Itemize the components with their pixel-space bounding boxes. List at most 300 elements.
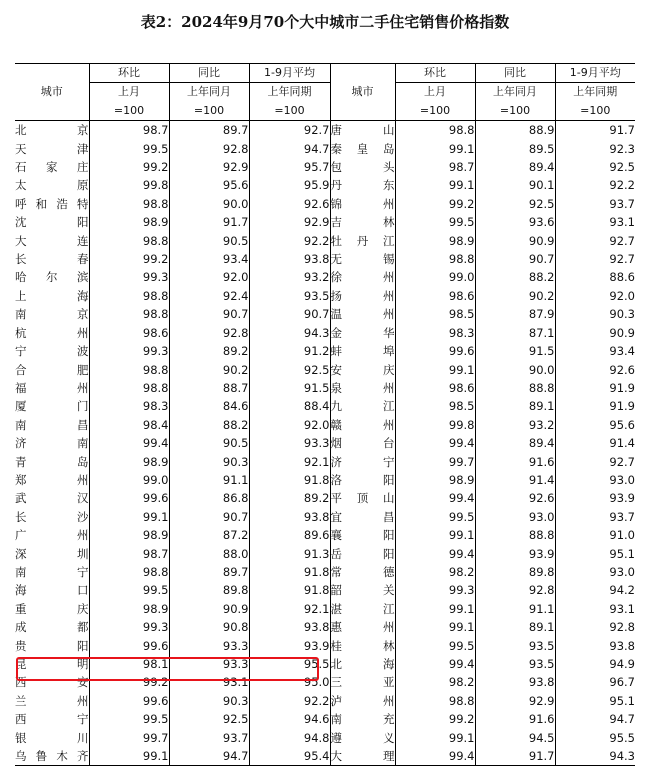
left-yoy-cell: 89.2 — [169, 342, 249, 360]
left-yoy-cell: 84.6 — [169, 397, 249, 415]
table-row — [15, 581, 635, 599]
left-yoy-cell: 88.0 — [169, 545, 249, 563]
right-yoy-cell: 93.8 — [475, 673, 555, 691]
left-mom-cell: 99.8 — [89, 176, 169, 194]
left-avg-cell: 92.6 — [249, 195, 330, 213]
right-city-cell: 徐州 — [330, 268, 395, 286]
left-mom-cell: 99.2 — [89, 158, 169, 176]
right-yoy-cell: 90.9 — [475, 232, 555, 250]
left-mom-cell: 98.8 — [89, 305, 169, 323]
right-yoy-cell: 94.5 — [475, 729, 555, 747]
table-row — [15, 268, 635, 286]
left-avg-cell: 95.0 — [249, 673, 330, 691]
right-avg-cell: 92.7 — [609, 233, 635, 248]
left-avg-cell: 91.2 — [249, 342, 330, 360]
right-yoy-cell: 88.8 — [475, 526, 555, 544]
header-mom-right: 环比 — [395, 64, 475, 83]
table-row — [15, 471, 635, 489]
right-yoy-cell: 88.8 — [475, 379, 555, 397]
right-avg-cell: 93.0 — [609, 564, 635, 579]
left-mom-cell: 98.8 — [89, 287, 169, 305]
right-yoy-cell: 93.5 — [475, 655, 555, 673]
right-avg-cell: 92.6 — [609, 362, 635, 377]
table-row — [15, 121, 635, 140]
right-city-cell: 桂林 — [330, 637, 395, 655]
left-yoy-cell: 90.5 — [169, 434, 249, 452]
left-mom-cell: 98.3 — [89, 397, 169, 415]
table-row — [15, 453, 635, 471]
right-city-cell: 洛阳 — [330, 471, 395, 489]
right-mom-cell: 98.8 — [395, 692, 475, 710]
table-row — [15, 342, 635, 360]
table-row — [15, 176, 635, 194]
right-avg-cell: 93.8 — [609, 638, 635, 653]
right-avg-cell: 93.1 — [609, 215, 635, 230]
left-mom-cell: 98.6 — [89, 324, 169, 342]
right-avg-cell: 94.7 — [609, 712, 635, 727]
left-yoy-cell: 88.2 — [169, 416, 249, 434]
right-mom-cell: 99.8 — [395, 416, 475, 434]
left-yoy-cell: 86.8 — [169, 489, 249, 507]
left-avg-cell: 92.0 — [249, 416, 330, 434]
right-mom-cell: 98.5 — [395, 305, 475, 323]
left-city-cell: 深圳 — [15, 545, 89, 563]
left-mom-cell: 98.8 — [89, 232, 169, 250]
left-avg-cell: 91.5 — [249, 379, 330, 397]
header-mom-base-left: 上月 — [89, 83, 169, 102]
right-city-cell: 宜昌 — [330, 508, 395, 526]
left-yoy-cell: 87.2 — [169, 526, 249, 544]
right-city-cell: 北海 — [330, 655, 395, 673]
left-yoy-cell: 90.3 — [169, 453, 249, 471]
table-title: 表2：2024年9月70个大中城市二手住宅销售价格指数 — [140, 13, 510, 31]
left-yoy-cell: 93.3 — [169, 655, 249, 673]
right-mom-cell: 99.5 — [395, 637, 475, 655]
left-yoy-cell: 90.7 — [169, 305, 249, 323]
right-avg-cell: 91.9 — [609, 399, 635, 414]
left-avg-cell: 94.3 — [249, 324, 330, 342]
left-avg-cell: 93.2 — [249, 268, 330, 286]
left-mom-cell: 99.6 — [89, 637, 169, 655]
left-city-cell: 宁波 — [15, 342, 89, 360]
right-yoy-cell: 89.4 — [475, 434, 555, 452]
left-yoy-cell: 90.7 — [169, 508, 249, 526]
left-city-cell: 昆明 — [15, 655, 89, 673]
highlight-box-xian — [16, 657, 319, 681]
left-avg-cell: 92.9 — [249, 213, 330, 231]
header-yoy-base-right: 上年同月 — [475, 83, 555, 102]
right-city-cell: 九江 — [330, 397, 395, 415]
header-mom-left: 环比 — [89, 64, 169, 83]
right-avg-cell: 92.2 — [609, 178, 635, 193]
table-row — [15, 692, 635, 710]
right-mom-cell: 98.7 — [395, 158, 475, 176]
left-avg-cell: 93.3 — [249, 434, 330, 452]
right-city-cell: 烟台 — [330, 434, 395, 452]
left-yoy-cell: 90.9 — [169, 600, 249, 618]
right-city-cell: 赣州 — [330, 416, 395, 434]
left-city-cell: 重庆 — [15, 600, 89, 618]
left-avg-cell: 88.4 — [249, 397, 330, 415]
right-mom-cell: 99.1 — [395, 526, 475, 544]
right-mom-cell: 99.3 — [395, 581, 475, 599]
right-avg-cell: 93.0 — [609, 472, 635, 487]
left-avg-cell: 94.6 — [249, 710, 330, 728]
left-yoy-cell: 92.8 — [169, 324, 249, 342]
table-row — [15, 361, 635, 379]
left-city-cell: 福州 — [15, 379, 89, 397]
left-city-cell: 上海 — [15, 287, 89, 305]
right-city-cell: 蚌埠 — [330, 342, 395, 360]
right-city-cell: 吉林 — [330, 213, 395, 231]
table-row — [15, 232, 635, 250]
right-avg-cell: 91.0 — [609, 528, 635, 543]
right-avg-cell: 95.6 — [609, 417, 635, 432]
right-avg-cell: 92.0 — [609, 288, 635, 303]
left-yoy-cell: 89.8 — [169, 581, 249, 599]
left-mom-cell: 98.7 — [89, 121, 169, 140]
header-base-value: =100 — [169, 102, 249, 121]
right-city-cell: 安庆 — [330, 361, 395, 379]
table-row — [15, 324, 635, 342]
left-avg-cell: 92.2 — [249, 232, 330, 250]
right-mom-cell: 99.2 — [395, 195, 475, 213]
left-avg-cell: 95.7 — [249, 158, 330, 176]
left-mom-cell: 99.2 — [89, 673, 169, 691]
right-mom-cell: 99.4 — [395, 747, 475, 766]
right-city-cell: 无锡 — [330, 250, 395, 268]
right-avg-cell: 92.8 — [609, 620, 635, 635]
left-yoy-cell: 93.3 — [169, 637, 249, 655]
right-mom-cell: 99.1 — [395, 618, 475, 636]
left-mom-cell: 99.7 — [89, 729, 169, 747]
right-mom-cell: 99.4 — [395, 545, 475, 563]
table-row — [15, 600, 635, 618]
left-yoy-cell: 90.3 — [169, 692, 249, 710]
left-yoy-cell: 92.8 — [169, 140, 249, 158]
right-avg-cell: 95.5 — [609, 730, 635, 745]
left-mom-cell: 98.8 — [89, 379, 169, 397]
left-mom-cell: 99.3 — [89, 268, 169, 286]
right-avg-cell: 93.7 — [609, 509, 635, 524]
header-base-value: =100 — [249, 102, 330, 121]
right-city-cell: 岳阳 — [330, 545, 395, 563]
left-yoy-cell: 95.6 — [169, 176, 249, 194]
left-mom-cell: 99.4 — [89, 434, 169, 452]
right-avg-cell: 91.9 — [609, 380, 635, 395]
table-row — [15, 508, 635, 526]
left-city-cell: 合肥 — [15, 361, 89, 379]
right-yoy-cell: 89.4 — [475, 158, 555, 176]
left-mom-cell: 98.9 — [89, 526, 169, 544]
table-row — [15, 195, 635, 213]
left-mom-cell: 98.8 — [89, 195, 169, 213]
right-yoy-cell: 87.9 — [475, 305, 555, 323]
right-city-cell: 温州 — [330, 305, 395, 323]
left-city-cell: 哈尔滨 — [15, 268, 89, 286]
right-city-cell: 常德 — [330, 563, 395, 581]
left-yoy-cell: 89.7 — [169, 563, 249, 581]
left-city-cell: 成都 — [15, 618, 89, 636]
left-city-cell: 银川 — [15, 729, 89, 747]
right-mom-cell: 99.2 — [395, 710, 475, 728]
header-yoy-left: 同比 — [169, 64, 249, 83]
right-city-cell: 牡丹江 — [330, 232, 395, 250]
header-mom-base-right: 上月 — [395, 83, 475, 102]
left-avg-cell: 95.9 — [249, 176, 330, 194]
right-mom-cell: 99.6 — [395, 342, 475, 360]
table-row — [15, 397, 635, 415]
right-avg-cell: 95.1 — [609, 693, 635, 708]
left-mom-cell: 98.7 — [89, 545, 169, 563]
right-avg-cell: 93.7 — [609, 196, 635, 211]
header-avg-base-left: 上年同期 — [249, 83, 330, 102]
left-mom-cell: 99.0 — [89, 471, 169, 489]
table-row — [15, 747, 635, 766]
left-city-cell: 呼和浩特 — [15, 195, 89, 213]
left-city-cell: 北京 — [15, 121, 89, 140]
right-mom-cell: 98.2 — [395, 673, 475, 691]
left-mom-cell: 98.9 — [89, 453, 169, 471]
header-city-right: 城市 — [330, 64, 395, 121]
left-avg-cell: 91.8 — [249, 581, 330, 599]
right-mom-cell: 99.0 — [395, 268, 475, 286]
right-mom-cell: 98.6 — [395, 379, 475, 397]
left-yoy-cell: 92.4 — [169, 287, 249, 305]
table-row — [15, 140, 635, 158]
left-avg-cell: 94.7 — [249, 140, 330, 158]
right-mom-cell: 98.3 — [395, 324, 475, 342]
left-city-cell: 厦门 — [15, 397, 89, 415]
left-city-cell: 西安 — [15, 673, 89, 691]
left-avg-cell: 93.8 — [249, 250, 330, 268]
right-yoy-cell: 87.1 — [475, 324, 555, 342]
table-row — [15, 710, 635, 728]
right-city-cell: 南充 — [330, 710, 395, 728]
left-city-cell: 贵阳 — [15, 637, 89, 655]
left-mom-cell: 99.5 — [89, 710, 169, 728]
right-yoy-cell: 91.6 — [475, 710, 555, 728]
right-yoy-cell: 93.5 — [475, 637, 555, 655]
left-mom-cell: 99.5 — [89, 140, 169, 158]
right-avg-cell: 90.3 — [609, 307, 635, 322]
table-row — [15, 434, 635, 452]
right-city-cell: 大理 — [330, 747, 395, 766]
right-city-cell: 遵义 — [330, 729, 395, 747]
right-yoy-cell: 89.8 — [475, 563, 555, 581]
right-mom-cell: 99.4 — [395, 655, 475, 673]
header-city-left: 城市 — [15, 64, 89, 121]
left-city-cell: 南京 — [15, 305, 89, 323]
right-city-cell: 金华 — [330, 324, 395, 342]
right-yoy-cell: 88.9 — [475, 121, 555, 140]
left-avg-cell: 91.3 — [249, 545, 330, 563]
right-yoy-cell: 91.6 — [475, 453, 555, 471]
right-yoy-cell: 90.1 — [475, 176, 555, 194]
right-yoy-cell: 92.5 — [475, 195, 555, 213]
table-row — [15, 526, 635, 544]
right-avg-cell: 90.9 — [609, 325, 635, 340]
left-mom-cell: 99.6 — [89, 489, 169, 507]
right-yoy-cell: 93.6 — [475, 213, 555, 231]
left-city-cell: 南昌 — [15, 416, 89, 434]
left-city-cell: 天津 — [15, 140, 89, 158]
left-city-cell: 青岛 — [15, 453, 89, 471]
right-yoy-cell: 91.5 — [475, 342, 555, 360]
left-yoy-cell: 89.7 — [169, 121, 249, 140]
right-yoy-cell: 90.7 — [475, 250, 555, 268]
table-row — [15, 287, 635, 305]
table-row — [15, 729, 635, 747]
left-city-cell: 石家庄 — [15, 158, 89, 176]
left-city-cell: 太原 — [15, 176, 89, 194]
left-yoy-cell: 92.0 — [169, 268, 249, 286]
header-base-value: =100 — [395, 102, 475, 121]
header-base-value: =100 — [89, 102, 169, 121]
right-yoy-cell: 93.9 — [475, 545, 555, 563]
left-avg-cell: 94.8 — [249, 729, 330, 747]
right-mom-cell: 99.1 — [395, 140, 475, 158]
left-avg-cell: 92.1 — [249, 453, 330, 471]
right-avg-cell: 92.7 — [609, 454, 635, 469]
header-yoy-base-left: 上年同月 — [169, 83, 249, 102]
right-yoy-cell: 91.7 — [475, 747, 555, 766]
left-city-cell: 兰州 — [15, 692, 89, 710]
left-yoy-cell: 94.7 — [169, 747, 249, 766]
right-avg-cell: 93.4 — [609, 344, 635, 359]
right-avg-cell: 92.3 — [609, 141, 635, 156]
right-city-cell: 平顶山 — [330, 489, 395, 507]
left-yoy-cell: 92.5 — [169, 710, 249, 728]
right-avg-cell: 96.7 — [609, 675, 635, 690]
right-avg-cell: 93.9 — [609, 491, 635, 506]
right-city-cell: 济宁 — [330, 453, 395, 471]
header-avg-base-right: 上年同期 — [573, 85, 618, 99]
right-yoy-cell: 91.4 — [475, 471, 555, 489]
left-yoy-cell: 90.2 — [169, 361, 249, 379]
table-row — [15, 618, 635, 636]
left-avg-cell: 93.5 — [249, 287, 330, 305]
left-yoy-cell: 91.1 — [169, 471, 249, 489]
right-city-cell: 包头 — [330, 158, 395, 176]
left-avg-cell: 93.8 — [249, 508, 330, 526]
left-city-cell: 西宁 — [15, 710, 89, 728]
left-city-cell: 长沙 — [15, 508, 89, 526]
left-avg-cell: 93.9 — [249, 637, 330, 655]
header-avg-left: 1-9月平均 — [249, 64, 330, 83]
header-yoy-right: 同比 — [475, 64, 555, 83]
right-mom-cell: 98.9 — [395, 471, 475, 489]
left-yoy-cell: 90.5 — [169, 232, 249, 250]
table-row — [15, 563, 635, 581]
right-mom-cell: 98.9 — [395, 232, 475, 250]
right-avg-cell: 92.5 — [609, 160, 635, 175]
right-yoy-cell: 89.5 — [475, 140, 555, 158]
header-base-value: =100 — [555, 102, 635, 121]
left-mom-cell: 99.2 — [89, 250, 169, 268]
left-yoy-cell: 91.7 — [169, 213, 249, 231]
right-mom-cell: 99.1 — [395, 600, 475, 618]
right-mom-cell: 98.6 — [395, 287, 475, 305]
left-avg-cell: 91.8 — [249, 563, 330, 581]
right-avg-cell: 91.7 — [609, 123, 635, 138]
left-city-cell: 南宁 — [15, 563, 89, 581]
right-mom-cell: 99.1 — [395, 176, 475, 194]
right-yoy-cell: 89.1 — [475, 618, 555, 636]
left-city-cell: 杭州 — [15, 324, 89, 342]
left-mom-cell: 98.4 — [89, 416, 169, 434]
left-mom-cell: 98.1 — [89, 655, 169, 673]
right-mom-cell: 99.7 — [395, 453, 475, 471]
right-yoy-cell: 92.9 — [475, 692, 555, 710]
left-yoy-cell: 90.0 — [169, 195, 249, 213]
left-mom-cell: 99.6 — [89, 692, 169, 710]
right-avg-cell: 95.1 — [609, 546, 635, 561]
left-avg-cell: 89.2 — [249, 489, 330, 507]
right-city-cell: 惠州 — [330, 618, 395, 636]
table-row — [15, 637, 635, 655]
left-mom-cell: 98.8 — [89, 361, 169, 379]
right-yoy-cell: 91.1 — [475, 600, 555, 618]
table-row — [15, 416, 635, 434]
left-avg-cell: 89.6 — [249, 526, 330, 544]
right-avg-cell: 93.1 — [609, 601, 635, 616]
right-city-cell: 泸州 — [330, 692, 395, 710]
left-city-cell: 广州 — [15, 526, 89, 544]
right-yoy-cell: 93.0 — [475, 508, 555, 526]
left-city-cell: 济南 — [15, 434, 89, 452]
left-yoy-cell: 93.7 — [169, 729, 249, 747]
right-mom-cell: 99.4 — [395, 489, 475, 507]
right-mom-cell: 98.8 — [395, 121, 475, 140]
right-mom-cell: 99.4 — [395, 434, 475, 452]
table-row — [15, 250, 635, 268]
left-city-cell: 海口 — [15, 581, 89, 599]
left-city-cell: 大连 — [15, 232, 89, 250]
right-city-cell: 扬州 — [330, 287, 395, 305]
right-yoy-cell: 89.1 — [475, 397, 555, 415]
left-city-cell: 郑州 — [15, 471, 89, 489]
right-yoy-cell: 92.6 — [475, 489, 555, 507]
right-mom-cell: 99.1 — [395, 729, 475, 747]
right-mom-cell: 99.5 — [395, 213, 475, 231]
right-mom-cell: 99.5 — [395, 508, 475, 526]
right-avg-cell: 92.7 — [609, 252, 635, 267]
left-yoy-cell: 90.8 — [169, 618, 249, 636]
right-yoy-cell: 90.2 — [475, 287, 555, 305]
right-city-cell: 锦州 — [330, 195, 395, 213]
left-mom-cell: 99.3 — [89, 342, 169, 360]
right-avg-cell: 88.6 — [609, 270, 635, 285]
right-avg-cell: 91.4 — [609, 436, 635, 451]
left-yoy-cell: 92.9 — [169, 158, 249, 176]
left-avg-cell: 92.1 — [249, 600, 330, 618]
right-city-cell: 湛江 — [330, 600, 395, 618]
right-mom-cell: 99.1 — [395, 361, 475, 379]
right-city-cell: 韶关 — [330, 581, 395, 599]
table-row — [15, 213, 635, 231]
right-city-cell: 秦皇岛 — [330, 140, 395, 158]
right-avg-cell: 94.3 — [555, 747, 635, 766]
left-mom-cell: 99.3 — [89, 618, 169, 636]
right-avg-cell: 94.2 — [609, 583, 635, 598]
left-mom-cell: 98.9 — [89, 213, 169, 231]
left-avg-cell: 90.7 — [249, 305, 330, 323]
table-row — [15, 305, 635, 323]
left-avg-cell: 95.5 — [249, 655, 330, 673]
left-yoy-cell: 93.4 — [169, 250, 249, 268]
right-mom-cell: 98.8 — [395, 250, 475, 268]
